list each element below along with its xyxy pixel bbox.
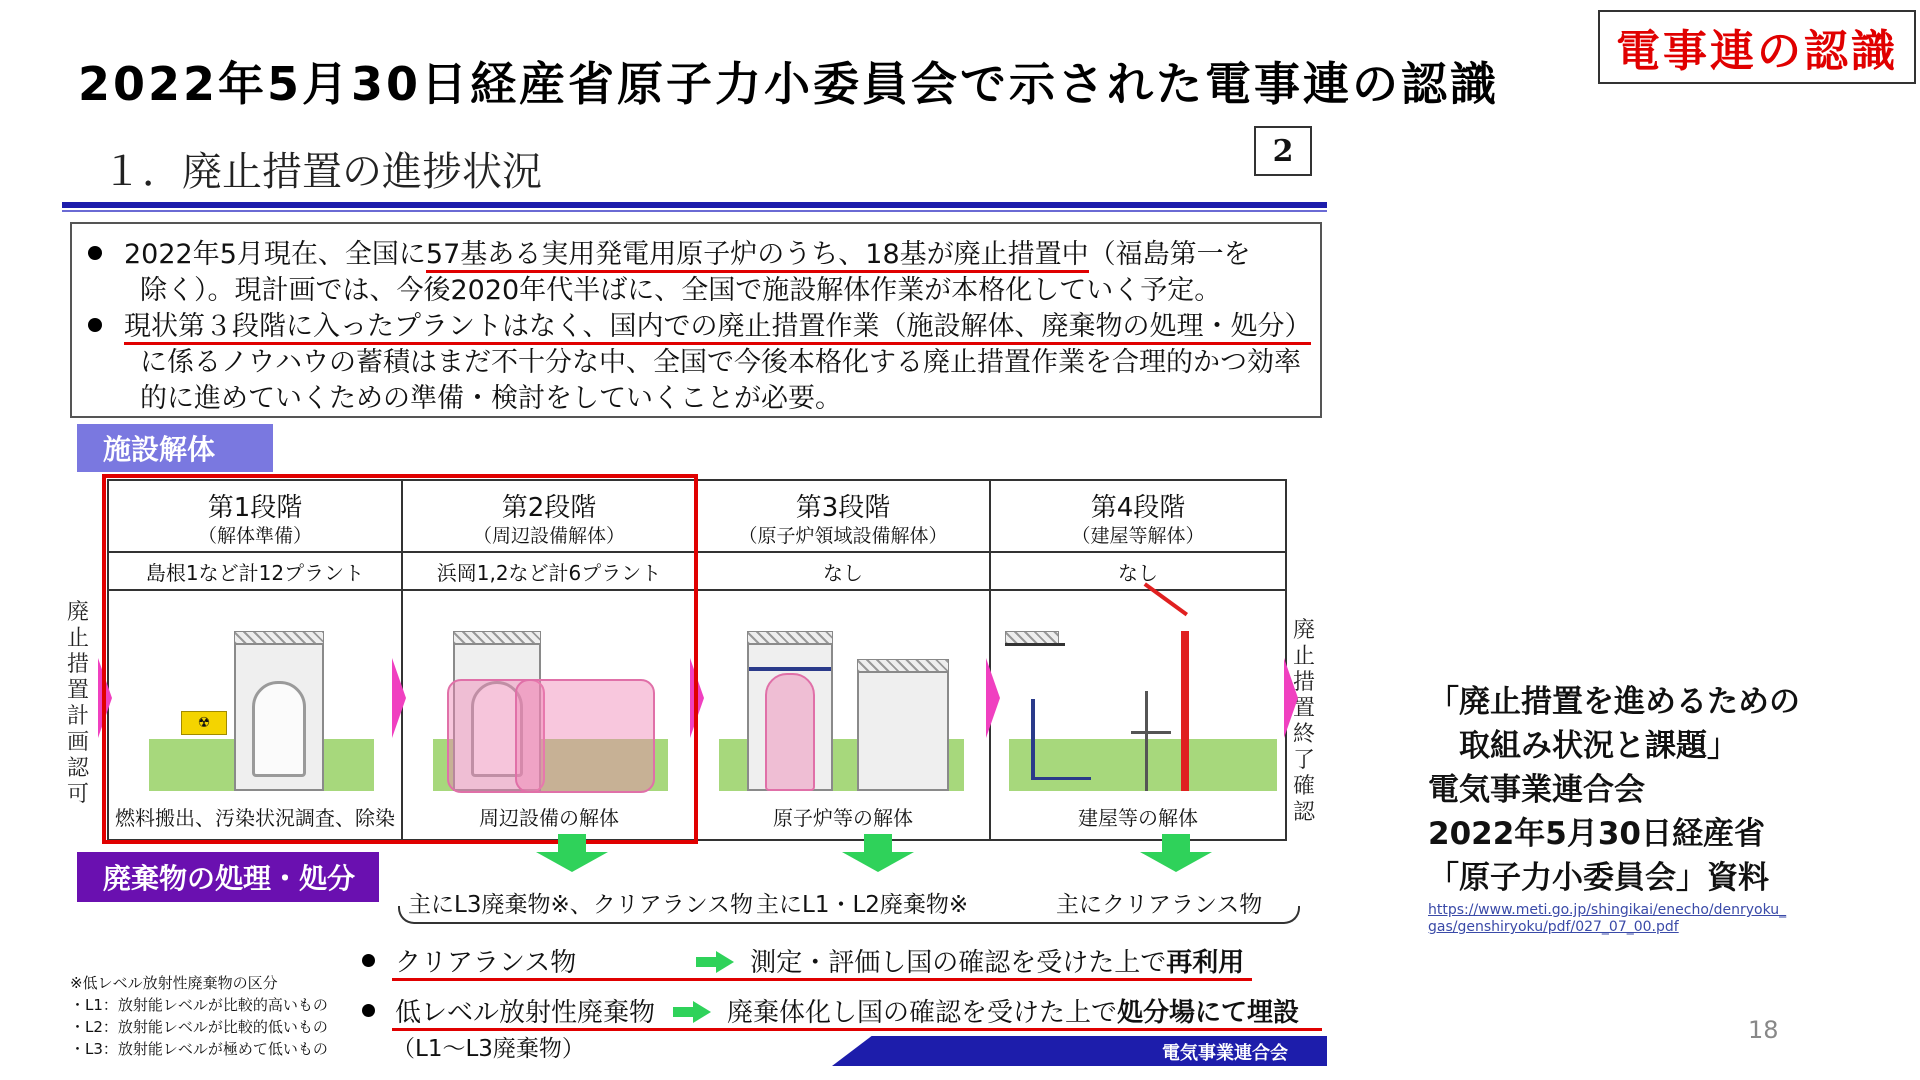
url-line[interactable]: gas/genshiryoku/pdf/027_07_00.pdf: [1428, 919, 1679, 935]
legend-note: [70, 972, 328, 1060]
bullet-line: [88, 232, 1251, 271]
flow-result: 再利用: [1166, 948, 1245, 978]
flow-item: クリアランス物: [395, 948, 577, 978]
crane-boom-icon: [1144, 582, 1188, 616]
source-line: 「廃止措置を進めるための: [1428, 684, 1800, 720]
stage-caption: 周辺設備の解体: [479, 806, 619, 830]
bullet-underlined-text: 現状第３段階に入ったプラントはなく、国内での廃止措置作業（施設解体、廃棄物の処理・処分）: [124, 311, 1311, 345]
stage-column-4: [991, 481, 1285, 839]
down-arrow-icon: [1140, 852, 1212, 872]
down-arrow-icon: [536, 852, 608, 872]
source-url-link[interactable]: [1428, 902, 1786, 936]
footer-org: 電気事業連合会: [1162, 1043, 1288, 1064]
stage-caption: 建屋等の解体: [1078, 806, 1198, 830]
legend-line: ・L3：放射能レベルが極めて低いもの: [70, 1040, 328, 1058]
slide-heading: １．廃止措置の進捗状況: [102, 149, 542, 195]
remaining-structure: [1031, 777, 1091, 780]
building-outline: [1005, 643, 1065, 646]
stage-title: 第3段階: [795, 493, 891, 523]
intro-box: [70, 222, 1322, 418]
crane-tower-icon: [1181, 631, 1189, 791]
turbine-building-illustration: [857, 671, 949, 791]
flow-result: 処分場にて埋設: [1117, 998, 1300, 1028]
bullet-line: 除く）。現計画では、今後2020年代半ばに、全国で施設解体作業が本格化していく予定。: [140, 275, 1222, 306]
bullet-dot-icon: [362, 954, 375, 967]
crane-cable: [1145, 691, 1148, 791]
stage-subtitle: （建屋等解体）: [1071, 525, 1205, 547]
arrow-right-icon: [986, 658, 1000, 738]
remaining-structure: [1031, 699, 1035, 779]
topic-tag: 電事連の認識: [1598, 10, 1916, 84]
down-arrow-icon: [842, 852, 914, 872]
side-label-completion-check: 廃 止 措 置 終 了 確 認: [1292, 618, 1315, 825]
slide-rule-thin: [62, 210, 1327, 212]
flow-row-low-level: [362, 992, 1299, 1029]
arrow-right-icon: [1284, 658, 1298, 738]
url-line[interactable]: https://www.meti.go.jp/shingikai/enecho/denryoku_: [1428, 902, 1787, 918]
stage-plants: なし: [823, 561, 863, 585]
flow-text: 廃棄体化し国の確認を受けた上で: [727, 998, 1118, 1028]
waste-category: 主にL1・L2廃棄物※: [756, 892, 969, 918]
stage-plants: 浜岡1,2など計6プラント: [436, 561, 662, 585]
stage-subtitle: （原子炉領域設備解体）: [738, 525, 948, 547]
source-line: 2022年5月30日経産省: [1428, 816, 1765, 852]
bullet-line: [88, 304, 1311, 343]
flow-row-clearance: [362, 942, 1244, 979]
arrow-right-icon: [696, 951, 736, 973]
stage-caption: 原子炉等の解体: [773, 806, 913, 830]
source-citation: [1428, 680, 1800, 900]
flow-subnote: （L1～L3廃棄物）: [392, 1036, 585, 1062]
arrow-right-icon: [673, 1001, 713, 1023]
reactor-highlight: [765, 673, 815, 791]
stage-column-3: [697, 481, 991, 839]
section-tag-waste: 廃棄物の処理・処分: [77, 852, 379, 902]
bullet-dot-icon: [88, 318, 102, 332]
page-title: 2022年5月30日経産省原子力小委員会で示された電事連の認識: [78, 57, 1500, 111]
bullet-dot-icon: [88, 246, 102, 260]
legend-line: ・L1：放射能レベルが比較的高いもの: [70, 996, 328, 1014]
slide-number-box: 2: [1254, 126, 1312, 176]
bullet-line: に係るノウハウの蓄積はまだ不十分な中、全国で今後本格化する廃止措置作業を合理的かつ効率: [140, 347, 1301, 378]
slide-rule: [62, 202, 1327, 208]
source-line: 「原子力小委員会」資料: [1428, 860, 1769, 896]
side-label-plan-approval: 廃 止 措 置 計 画 認 可: [66, 600, 89, 807]
bullet-dot-icon: [362, 1004, 375, 1017]
source-line: 電気事業連合会: [1428, 772, 1645, 808]
page-number: 18: [1748, 1016, 1779, 1044]
floor-line: [749, 667, 831, 671]
ground-illustration: [1009, 739, 1277, 791]
stage-plants: 島根1など計12プラント: [145, 561, 365, 585]
legend-line: ・L2：放射能レベルが比較的低いもの: [70, 1018, 328, 1036]
bullet-text: （福島第一を: [1088, 239, 1251, 270]
source-line: 取組み状況と課題」: [1428, 728, 1738, 764]
bullet-line: 的に進めていくための準備・検討をしていくことが必要。: [140, 383, 842, 414]
stage-plants: なし: [1118, 561, 1158, 585]
flow-text: 測定・評価し国の確認を受けた上で: [750, 948, 1167, 978]
section-tag-dismantling: 施設解体: [77, 424, 273, 472]
bullet-underlined-text: 57基ある実用発電用原子炉のうち、18基が廃止措置中: [426, 239, 1089, 273]
stage-subtitle: （解体準備）: [197, 525, 312, 547]
waste-category: 主にクリアランス物: [1056, 892, 1263, 918]
legend-line: ※低レベル放射性廃棄物の区分: [70, 974, 278, 992]
stage-caption: 燃料搬出、汚染状況調査、除染: [115, 806, 395, 830]
highlight-frame: [102, 474, 698, 844]
radiation-truck-icon: ☢: [181, 711, 227, 735]
waste-category: 主にL3廃棄物※、クリアランス物: [408, 892, 754, 918]
bullet-text: 2022年5月現在、全国に: [124, 239, 426, 270]
embedded-slide: [62, 118, 1327, 1066]
red-underline: [392, 978, 1252, 981]
building-outline: [1131, 731, 1171, 734]
stage-subtitle: （周辺設備解体）: [472, 525, 625, 547]
stage-title: 第1段階: [207, 493, 303, 523]
stage-title: 第4段階: [1090, 493, 1186, 523]
flow-item: 低レベル放射性廃棄物: [395, 998, 656, 1028]
stage-title: 第2段階: [501, 493, 597, 523]
